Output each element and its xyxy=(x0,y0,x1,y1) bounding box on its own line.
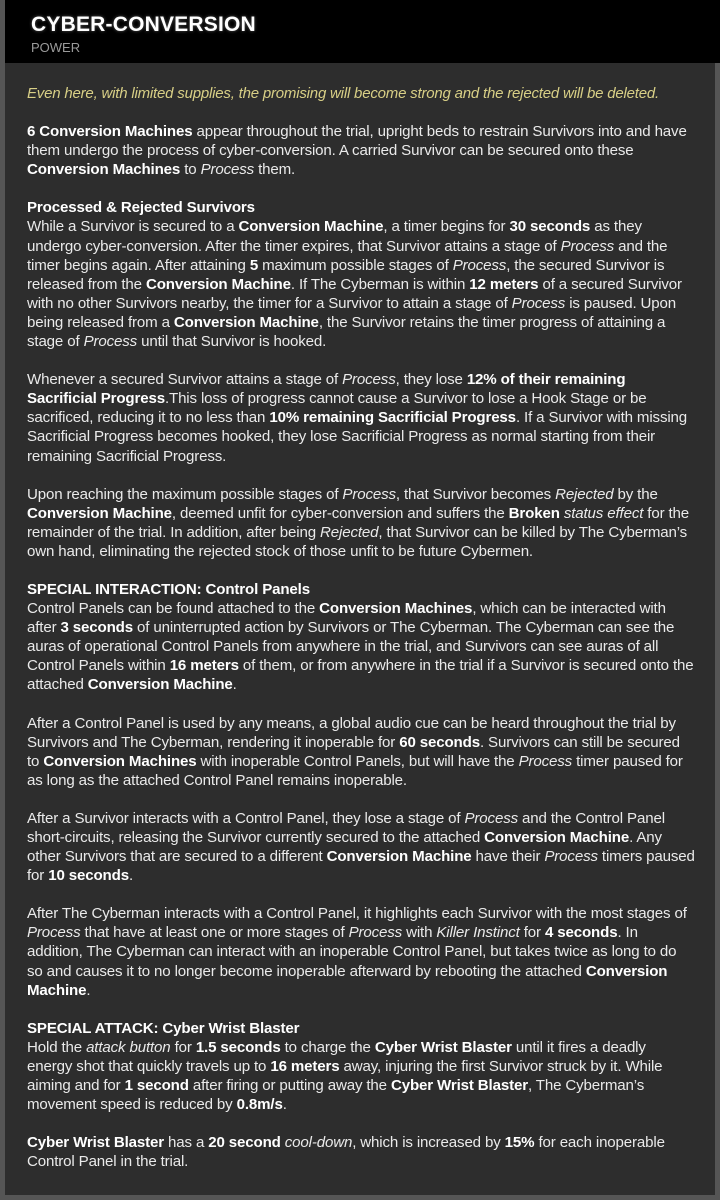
text: by the xyxy=(613,485,658,503)
text: and the timer begins again. After attaining xyxy=(27,237,668,274)
text-bold: Conversion Machine xyxy=(238,218,384,236)
flavor-text: Even here, with limited supplies, the promising will become strong and the rejected will be deleted. xyxy=(27,85,660,102)
text: them. xyxy=(254,161,296,179)
text: for the remainder of the trial. In addition, after being xyxy=(27,504,690,541)
text-italic: status effect xyxy=(563,504,644,522)
section-heading: SPECIAL INTERACTION: Control Panels xyxy=(27,580,310,598)
text: , which can be interacted with after xyxy=(27,600,666,637)
text-bold: 20 second xyxy=(208,1134,281,1152)
text-bold: Conversion Machine xyxy=(173,313,319,331)
text: . Survivors can still be secured to xyxy=(27,733,680,770)
text: for each inoperable Control Panel in the trial. xyxy=(27,1134,665,1171)
text: timers paused for xyxy=(27,848,695,885)
text: , the Survivor retains the timer progress of attaining a stage of xyxy=(27,313,666,351)
text: , they lose xyxy=(395,371,467,389)
text-italic: Process xyxy=(518,752,573,770)
section-heading: Processed & Rejected Survivors xyxy=(27,199,255,217)
text-bold: 60 seconds xyxy=(399,733,480,751)
text: appear throughout the trial, upright beds to restrain Survivors into and have them undergo the process of cyber-conversion. A carried Survivor can be secured onto these xyxy=(27,123,687,160)
intro-paragraph xyxy=(27,122,695,179)
text-bold: Conversion Machine xyxy=(145,275,291,293)
text: Whenever a secured Survivor attains a stage of xyxy=(27,371,343,389)
text: After a Survivor interacts with a Control Panel, they lose a stage of xyxy=(27,809,465,827)
power-type-label: POWER xyxy=(31,40,81,55)
text: . xyxy=(282,1096,287,1114)
text: with xyxy=(402,924,437,942)
text-bold: 16 meters xyxy=(169,657,239,675)
text-italic: Process xyxy=(342,371,396,389)
text: , the secured Survivor is released from the xyxy=(27,256,665,293)
text: Control Panels can be found attached to the xyxy=(27,600,320,618)
text-bold: 15% xyxy=(504,1134,535,1152)
text: , that Survivor becomes xyxy=(395,485,556,503)
text-bold: 10% remaining Sacrificial Progress xyxy=(269,409,516,427)
text-italic: Killer Instinct xyxy=(436,924,520,942)
text-italic: Process xyxy=(348,924,403,942)
text: and the Control Panel short-circuits, releasing the Survivor currently secured to the attached xyxy=(27,809,665,846)
text: for xyxy=(519,924,545,942)
text: has a xyxy=(163,1134,209,1152)
text-bold: Conversion Machine xyxy=(87,676,233,694)
text: Upon reaching the maximum possible stages of xyxy=(27,485,343,503)
power-title: CYBER-CONVERSION xyxy=(31,13,256,36)
text: of a secured Survivor with no other Survivors nearby, the timer for a Survivor to attain a stage of xyxy=(27,275,682,312)
text-italic: Rejected xyxy=(320,523,379,541)
text-bold: Conversion Machine xyxy=(27,962,668,999)
text-italic: Process xyxy=(200,161,255,179)
text-bold: 10 seconds xyxy=(48,867,129,885)
text: . xyxy=(128,867,133,885)
text-italic: Process xyxy=(544,848,598,866)
wrist-blaster-section xyxy=(27,1019,695,1114)
text-italic: Rejected xyxy=(555,485,614,503)
text-italic: Process xyxy=(83,333,138,351)
text: of them, or from anywhere in the trial if a Survivor is secured onto the attached xyxy=(27,657,694,694)
text-italic: Process xyxy=(511,294,566,312)
text: until that Survivor is hooked. xyxy=(137,333,327,351)
rejected-paragraph xyxy=(27,485,695,561)
text: , which is increased by xyxy=(352,1134,505,1152)
text: . If a Survivor with missing Sacrificial Progress becomes hooked, they lose Sacrificial Progress as normal starting from their remaining Sacrificial Progress. xyxy=(27,409,688,465)
control-panel-use-paragraph xyxy=(27,714,695,790)
text: with inoperable Control Panels, but will have the xyxy=(196,752,519,770)
text: After a Control Panel is used by any means, a global audio cue can be heard throughout the trial by Survivors and The Cyberman, rendering it inoperable for xyxy=(27,714,676,751)
section-heading: SPECIAL ATTACK: Cyber Wrist Blaster xyxy=(27,1019,300,1037)
text-bold: 3 seconds xyxy=(60,619,133,637)
text: as they undergo cyber-conversion. After the timer expires, that Survivor attains a stage of xyxy=(27,218,642,255)
cooldown-paragraph xyxy=(27,1133,695,1171)
text: . xyxy=(86,981,91,999)
text-bold: Conversion Machine xyxy=(326,848,472,866)
text: is paused. Upon being released from a xyxy=(27,294,677,331)
text-bold: 12% of their remaining Sacrificial Progress xyxy=(27,371,626,408)
text-bold: 30 seconds xyxy=(509,218,591,236)
text: . Any other Survivors that are secured to a different xyxy=(27,829,662,866)
text: maximum possible stages of xyxy=(258,256,453,274)
text: , The Cyberman’s movement speed is reduced by xyxy=(27,1077,645,1114)
text: .This loss of progress cannot cause a Survivor to lose a Hook Stage or be sacrificed, reducing it to no less than xyxy=(27,390,647,427)
text-bold: Cyber Wrist Blaster xyxy=(390,1077,528,1095)
text: timer paused for as long as the attached Control Panel remains inoperable. xyxy=(27,752,683,789)
text-bold: 4 seconds xyxy=(544,924,618,942)
text: After The Cyberman interacts with a Control Panel, it highlights each Survivor with the most stages of xyxy=(27,905,687,923)
text-bold: 0.8m/s xyxy=(236,1096,283,1114)
text: , that Survivor can be killed by The Cyberman’s own hand, eliminating the rejected stock of those unfit to be future Cybermen. xyxy=(27,523,688,560)
text-bold: Conversion Machines xyxy=(27,161,181,179)
survivor-interaction-paragraph xyxy=(27,809,695,885)
text-bold: Conversion Machine xyxy=(484,829,630,846)
text: While a Survivor is secured to a xyxy=(27,218,239,236)
text-italic: Process xyxy=(464,809,518,827)
text-bold: Conversion Machine xyxy=(27,504,172,522)
text: after firing or putting away the xyxy=(188,1077,391,1095)
text-italic: Process xyxy=(560,237,615,255)
text: , a timer begins for xyxy=(383,218,510,236)
sacrificial-progress-paragraph xyxy=(27,370,695,465)
text-bold: Conversion Machines xyxy=(319,600,473,618)
text: of uninterrupted action by Survivors or The Cyberman. The Cyberman can see the auras of operational Control Panels from anywhere in the trial, and Survivors can see auras of all Control Panels within xyxy=(27,619,675,675)
text-bold: Conversion Machines xyxy=(43,752,197,770)
text: . In addition, The Cyberman can interact with an inoperable Control Panel, but takes twice as long to do so and causes it to no longer become inoperable afterward by rebooting the attached xyxy=(27,924,677,980)
text-italic: Process xyxy=(452,256,507,274)
text: . xyxy=(232,676,237,694)
text-italic: Process xyxy=(342,485,396,503)
text-bold: 5 xyxy=(249,256,259,274)
text-bold: Broken xyxy=(508,504,560,522)
text-bold: Cyber Wrist Blaster xyxy=(27,1134,164,1152)
cyberman-interaction-paragraph xyxy=(27,904,695,999)
text-bold: 1 second xyxy=(124,1077,189,1095)
text-bold: 12 meters xyxy=(469,275,539,293)
text: until it fires a deadly energy shot that quickly travels up to xyxy=(27,1038,646,1075)
text-italic: attack button xyxy=(86,1038,171,1056)
text: Hold the xyxy=(27,1038,87,1056)
text-italic: Process xyxy=(27,924,81,942)
control-panels-section xyxy=(27,580,695,695)
text-bold: Cyber Wrist Blaster xyxy=(374,1038,512,1056)
text: to xyxy=(180,161,201,179)
power-header xyxy=(0,0,720,63)
text: have their xyxy=(471,848,545,866)
text-bold: 1.5 seconds xyxy=(195,1038,281,1056)
text: for xyxy=(170,1038,196,1056)
text: , deemed unfit for cyber-conversion and suffers the xyxy=(171,504,509,522)
text: away, injuring the first Survivor struck by it. While aiming and for xyxy=(27,1057,663,1095)
text-italic: cool-down xyxy=(284,1134,353,1152)
power-description xyxy=(5,63,715,1171)
processed-rejected-section xyxy=(27,198,695,351)
text: to charge the xyxy=(280,1038,375,1056)
text-bold: 6 Conversion Machines xyxy=(27,123,193,141)
text: . If The Cyberman is within xyxy=(290,275,470,293)
text: that have at least one or more stages of xyxy=(80,924,349,942)
text-bold: 16 meters xyxy=(270,1057,340,1075)
